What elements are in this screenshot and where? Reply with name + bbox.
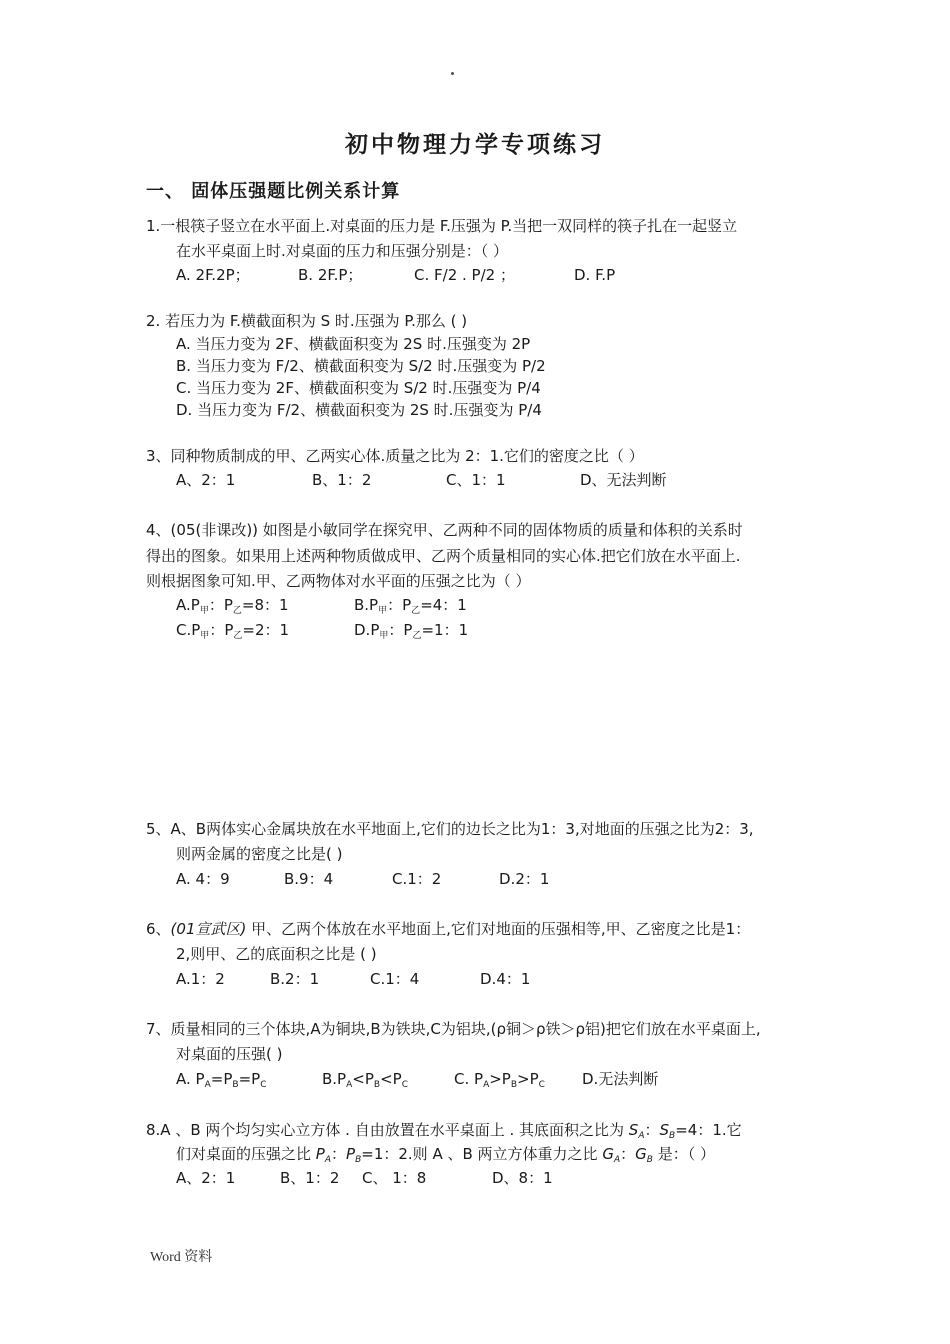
q3-option-d: D、无法判断 xyxy=(580,471,667,489)
q1-option-d: D. F.P xyxy=(574,266,616,284)
q8-option-c: C、 1：8 xyxy=(362,1169,427,1187)
q5-option-d: D.2：1 xyxy=(499,870,550,888)
q2-option-c: C. 当压力变为 2F、横截面积变为 S/2 时.压强变为 P/4 xyxy=(176,379,541,397)
q8-option-a: A、2：1 xyxy=(176,1169,236,1187)
q6-option-d: D.4：1 xyxy=(480,970,531,988)
q6-source: (01宣武区) xyxy=(170,920,247,938)
q6-stem-line2: 2,则甲、乙的底面积之比是 ( ) xyxy=(176,945,377,963)
q7-option-c: C. $P_A>P_B>P_C$ xyxy=(454,1070,545,1090)
q3-option-a: A、2：1 xyxy=(176,471,236,489)
q7-stem-line1: 7、质量相同的三个体块,A为铜块,B为铁块,C为铝块,(ρ铜＞ρ铁＞ρ铝)把它们放在水平桌面上, xyxy=(146,1020,761,1038)
q8-option-b: B、1：2 xyxy=(280,1169,340,1187)
q1-option-c: C. F/2 . P/2 ； xyxy=(414,266,515,284)
q4-option-a: $A.P_甲$：$P_乙=8$：1 xyxy=(176,596,289,616)
q1-option-a: A. 2F.2P； xyxy=(176,266,250,284)
q6-stem-line1: 6、(01宣武区) 甲、乙两个体放在水平地面上,它们对地面的压强相等,甲、乙密度之比是1： xyxy=(146,920,751,938)
q3-option-b: B、1：2 xyxy=(312,471,372,489)
q5-stem-line1: 5、A、B两体实心金属块放在水平地面上,它们的边长之比为1：3,对地面的压强之比为2：3, xyxy=(146,820,754,838)
q5-option-b: B.9：4 xyxy=(284,870,334,888)
q8-stem-line2: 们对桌面的压强之比 $P_A$：$P_B=1$：2.则 A 、B 两立方体重力之比 $G_A$：$G_B$ 是：（ ） xyxy=(176,1145,715,1165)
q6-option-b: B.2：1 xyxy=(270,970,320,988)
q7-option-a: A. $P_A=P_B=P_C$ xyxy=(176,1070,267,1090)
q1-stem-line2: 在水平桌面上时.对桌面的压力和压强分别是：（ ） xyxy=(176,242,509,260)
q3-option-c: C、1：1 xyxy=(446,471,506,489)
q5-stem-line2: 则两金属的密度之比是( ) xyxy=(176,845,343,863)
q2-option-a: A. 当压力变为 2F、横截面积变为 2S 时.压强变为 2P xyxy=(176,335,531,353)
q2-option-d: D. 当压力变为 F/2、横截面积变为 2S 时.压强变为 P/4 xyxy=(176,401,542,419)
q5-option-c: C.1：2 xyxy=(392,870,442,888)
q6-option-c: C.1：4 xyxy=(370,970,420,988)
q7-option-b: $B.P_A<P_B<P_C$ xyxy=(322,1070,409,1090)
q5-option-a: A. 4：9 xyxy=(176,870,230,888)
page-dot xyxy=(451,72,454,75)
q2-stem: 2. 若压力为 F.横截面积为 S 时.压强为 P.那么 ( ) xyxy=(146,312,468,330)
q4-option-b: $B.P_甲$：$P_乙=4$：1 xyxy=(354,596,467,616)
q8-stem-line1: 8.A 、B 两个均匀实心立方体 . 自由放置在水平桌面上 . 其底面积之比为 $S_A$：$S_B=4$：1.它 xyxy=(146,1121,742,1141)
section-heading: 一、 固体压强题比例关系计算 xyxy=(146,181,401,202)
q7-option-d: D.无法判断 xyxy=(582,1070,659,1088)
page-title: 初中物理力学专项练习 xyxy=(345,132,605,158)
q8-option-d: D、8：1 xyxy=(492,1169,553,1187)
q4-option-d: $D.P_甲$：$P_乙=1$：1 xyxy=(354,621,469,641)
q4-stem-line1: 4、(05(非课改)) 如图是小敏同学在探究甲、乙两种不同的固体物质的质量和体积的关系时 xyxy=(146,521,743,539)
q2-option-b: B. 当压力变为 F/2、横截面积变为 S/2 时.压强变为 P/2 xyxy=(176,357,546,375)
q4-option-c: $C.P_甲$：$P_乙=2$：1 xyxy=(176,621,290,641)
q4-stem-line2: 得出的图象。如果用上述两种物质做成甲、乙两个质量相同的实心体.把它们放在水平面上. xyxy=(146,547,741,565)
q6-option-a: A.1：2 xyxy=(176,970,225,988)
q3-stem: 3、同种物质制成的甲、乙两实心体.质量之比为 2：1.它们的密度之比（ ） xyxy=(146,447,644,465)
q4-stem-line3: 则根据图象可知.甲、乙两物体对水平面的压强之比为（ ） xyxy=(146,572,531,590)
q7-stem-line2: 对桌面的压强( ) xyxy=(176,1045,283,1063)
page-footer: Word 资料 xyxy=(150,1250,213,1265)
q1-option-b: B. 2F.P； xyxy=(298,266,363,284)
q1-stem-line1: 1.一根筷子竖立在水平面上.对桌面的压力是 F.压强为 P.当把一双同样的筷子扎在一起竖立 xyxy=(146,217,738,235)
